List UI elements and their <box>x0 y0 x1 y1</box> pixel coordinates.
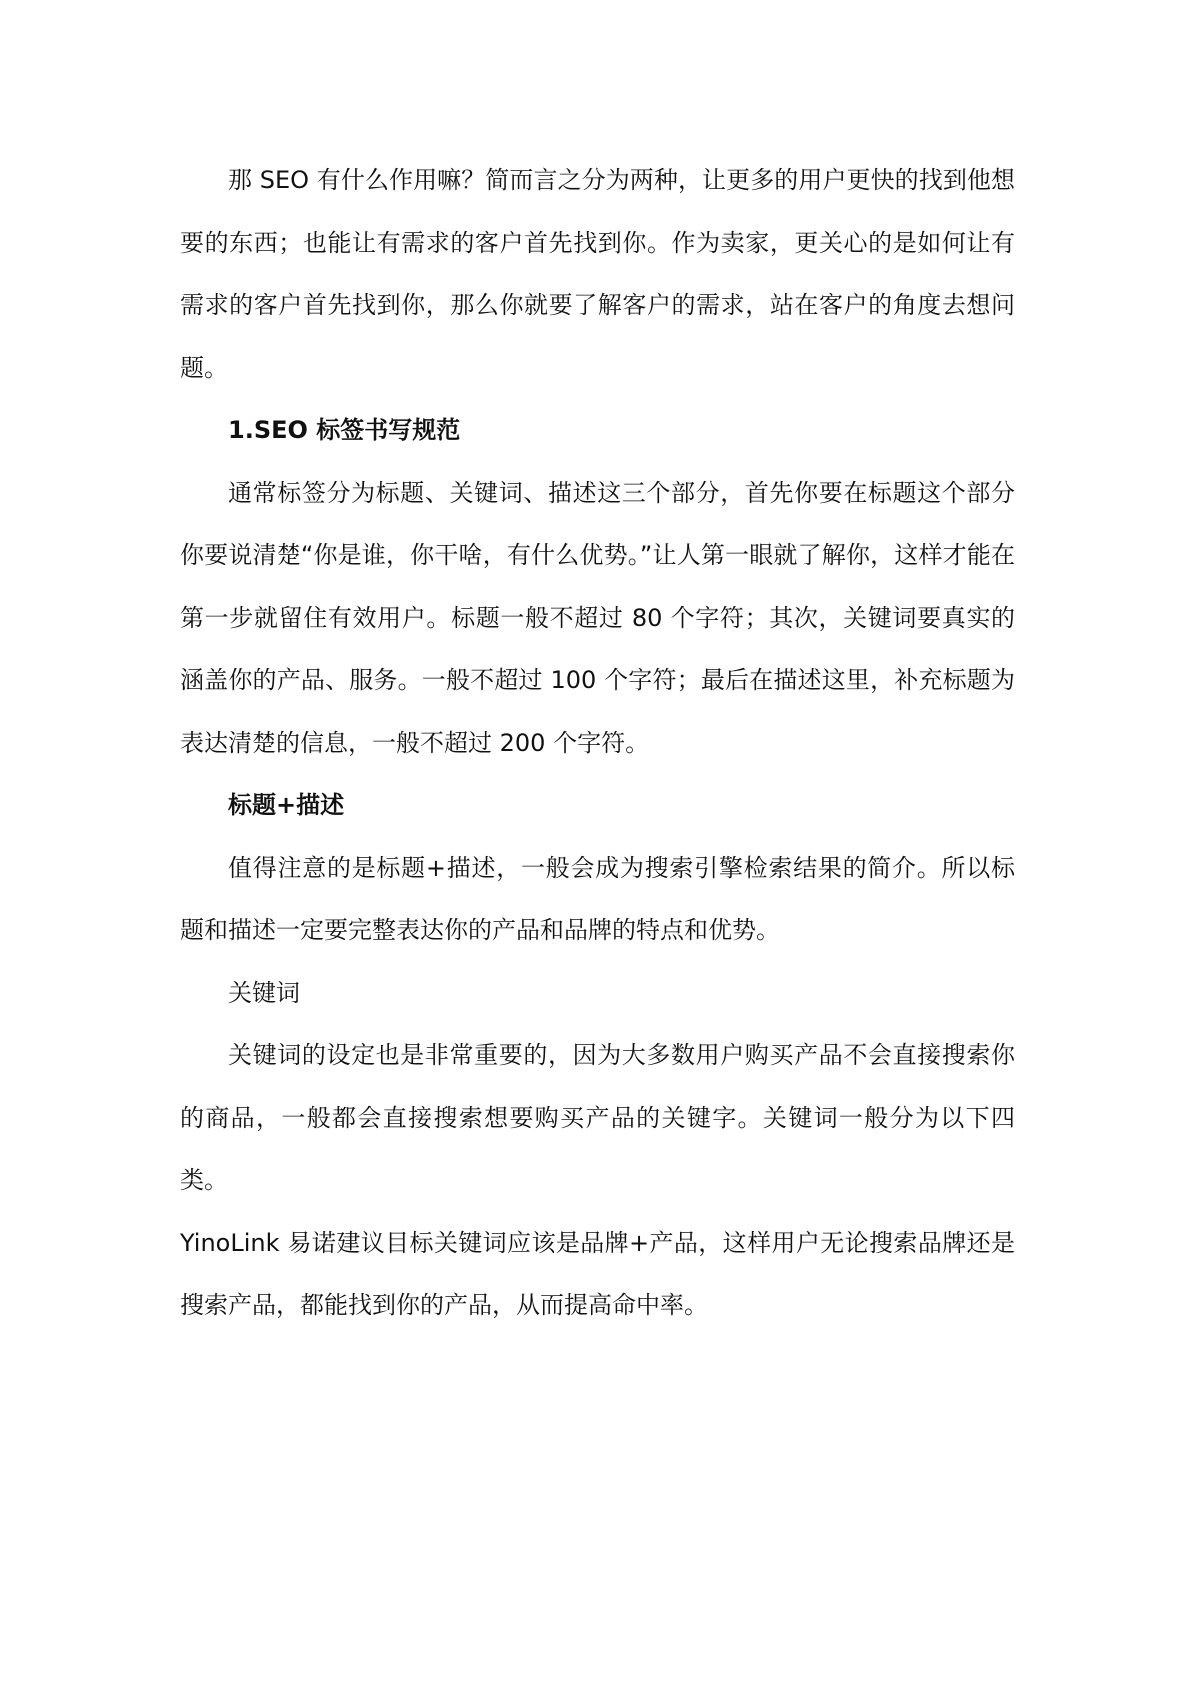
document-body <box>180 149 1015 1337</box>
paragraph-keywords: 关键词的设定也是非常重要的，因为大多数用户购买产品不会直接搜索你的商品，一般都会直接搜索想要购买产品的关键字。关键词一般分为以下四类。 <box>180 1041 1015 1194</box>
paragraph-tag-parts: 通常标签分为标题、关键词、描述这三个部分，首先你要在标题这个部分你要说清楚“你是谁，你干啥，有什么优势。”让人第一眼就了解你，这样才能在第一步就留住有效用户。标题一般不超过 80 个字符；其次，关键词要真实的涵盖你的产品、服务。一般不超过 100 个字符；最后在描述这里，补充标题为表达清楚的信息，一般不超过 200 个字符。 <box>180 478 1015 757</box>
heading-title-description: 标题+描述 <box>228 791 345 819</box>
paragraph-seo-purpose: 那 SEO 有什么作用嘛？简而言之分为两种，让更多的用户更快的找到他想要的东西；也能让有需求的客户首先找到你。作为卖家，更关心的是如何让有需求的客户首先找到你，那么你就要了解客户的需求，站在客户的角度去想问题。 <box>180 166 1015 382</box>
heading-seo-tag-rules: 1.SEO 标签书写规范 <box>228 416 461 444</box>
paragraph-title-description: 值得注意的是标题+描述，一般会成为搜索引擎检索结果的简介。所以标题和描述一定要完整表达你的产品和品牌的特点和优势。 <box>180 853 1015 944</box>
paragraph-yinolink-advice: YinoLink 易诺建议目标关键词应该是品牌+产品，这样用户无论搜索品牌还是搜索产品，都能找到你的产品，从而提高命中率。 <box>180 1228 1015 1319</box>
subheading-keywords: 关键词 <box>228 978 300 1007</box>
